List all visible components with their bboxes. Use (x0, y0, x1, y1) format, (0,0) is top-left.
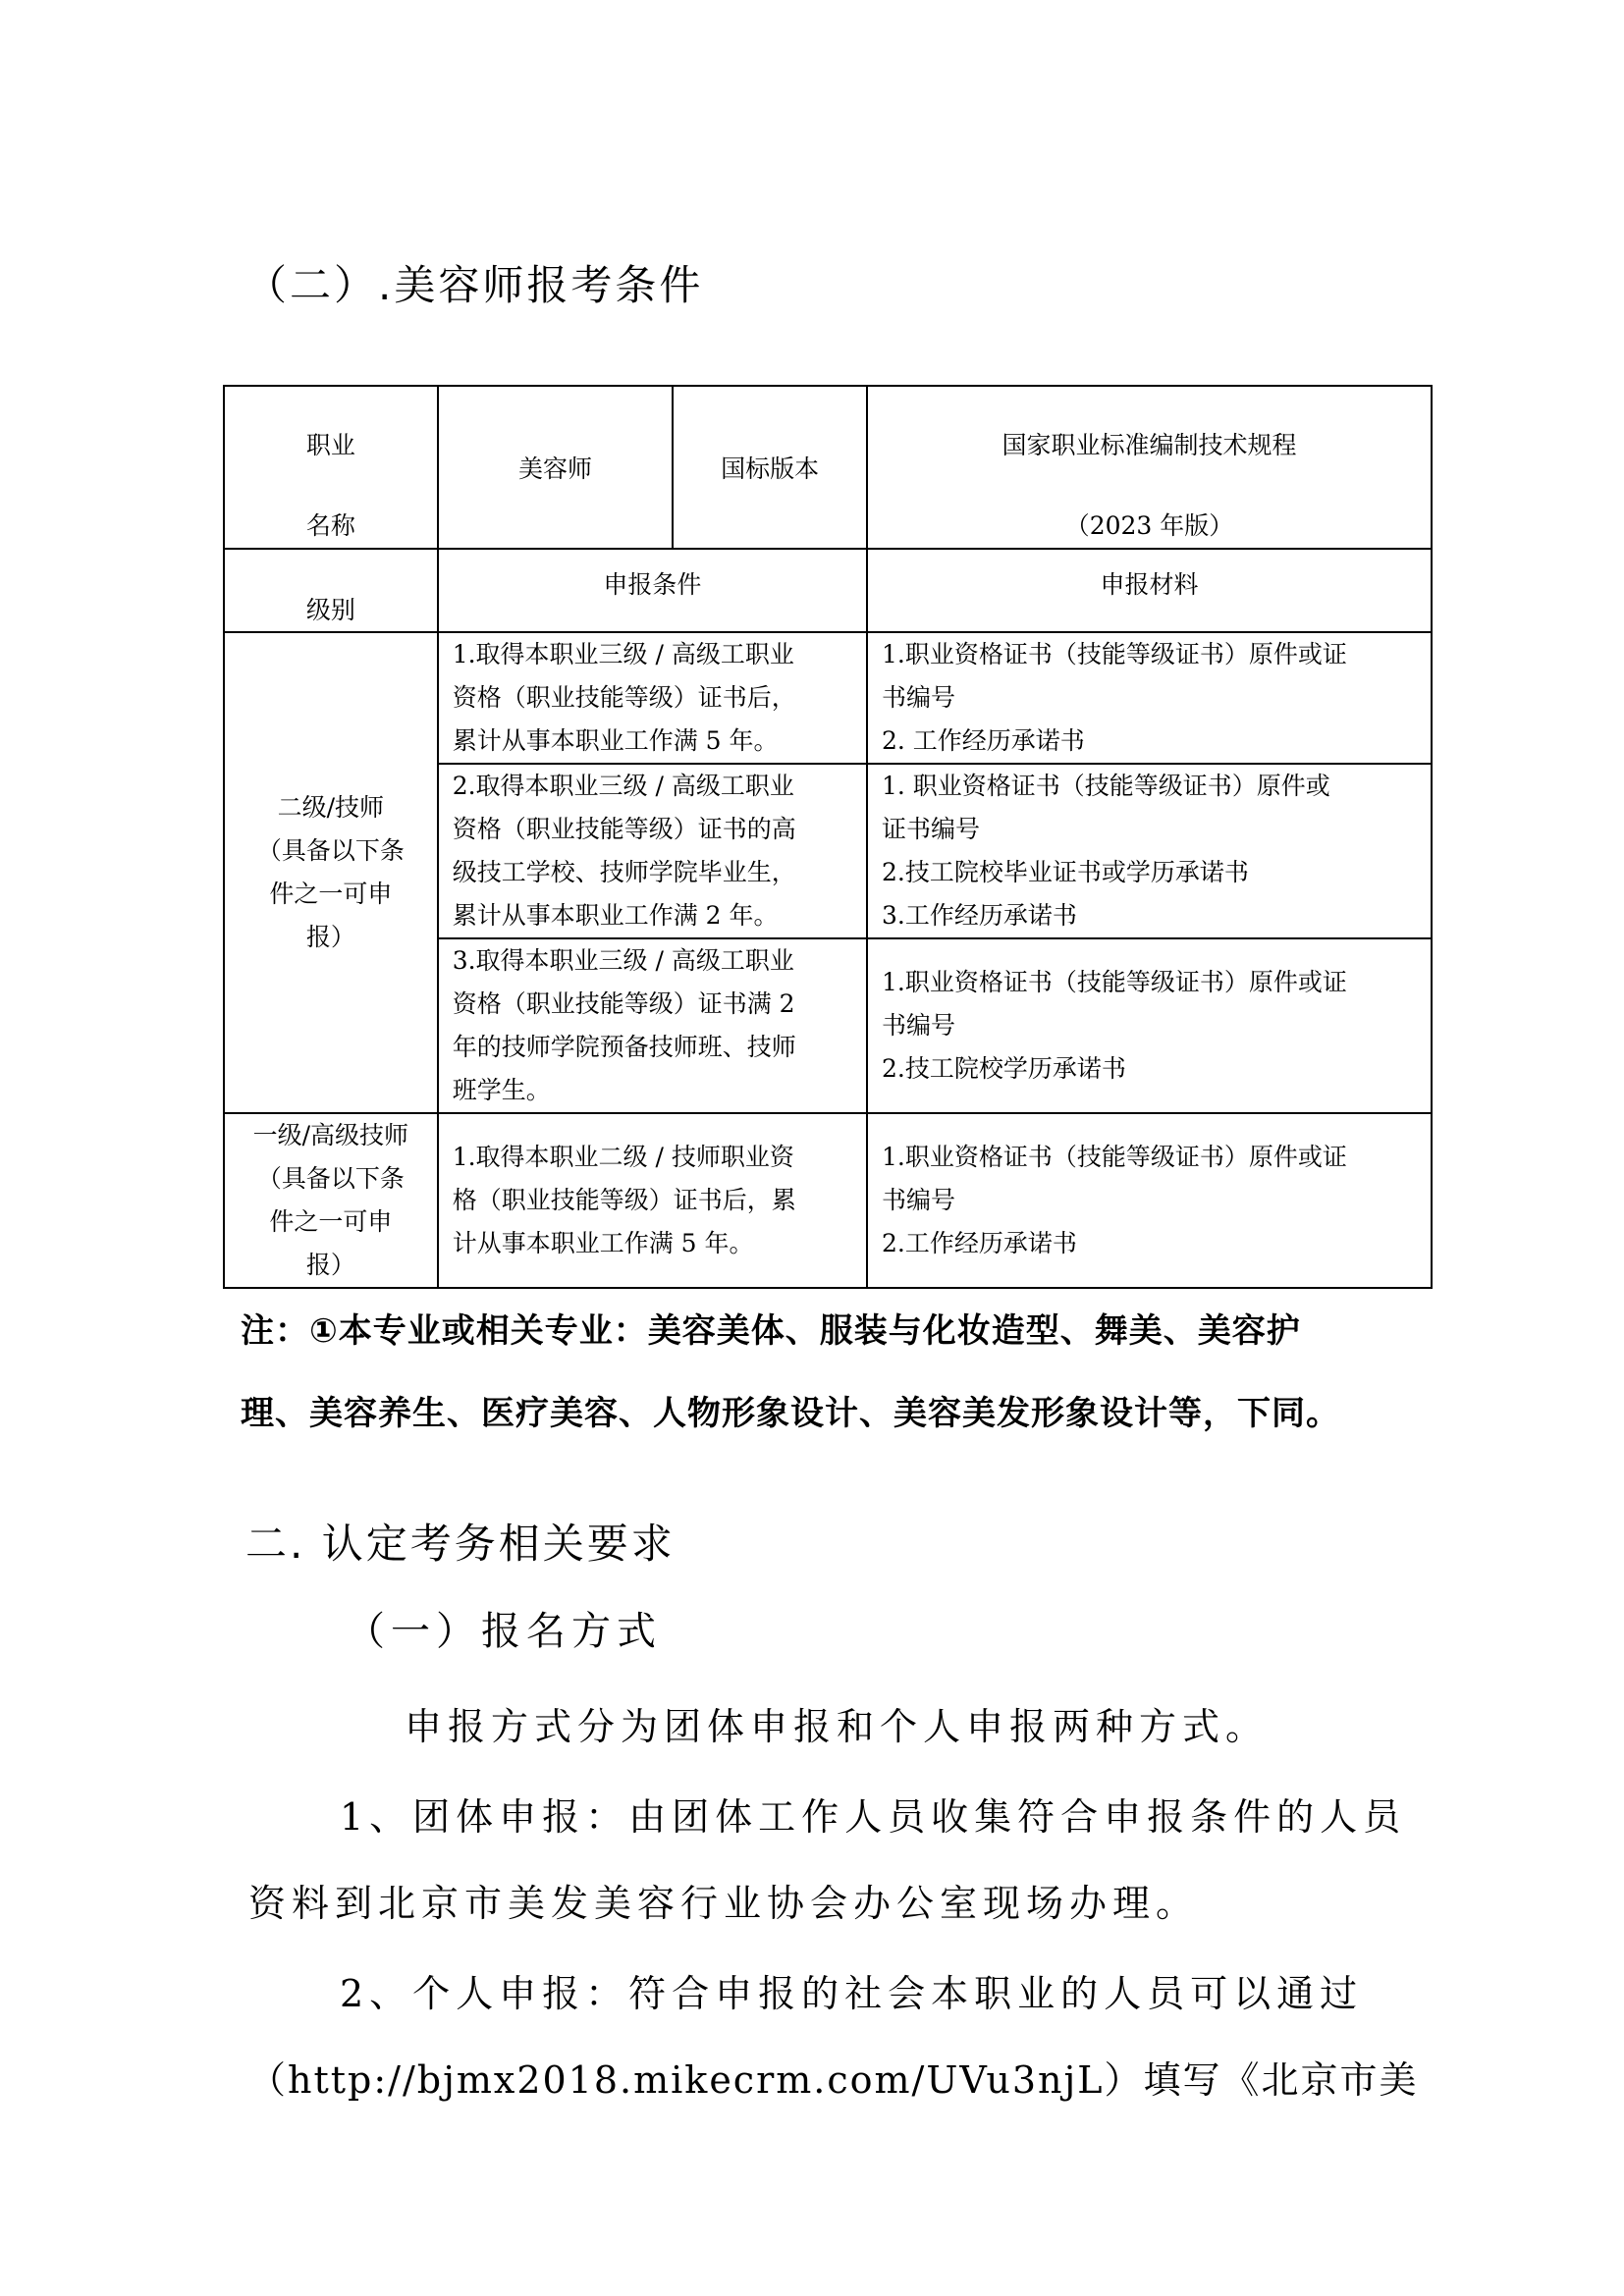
material-cell (867, 764, 1432, 938)
standard-cell (867, 386, 1432, 549)
conditions-header: 申报条件 (603, 570, 702, 599)
material-line: 书编号 (882, 1186, 956, 1214)
paragraph-line: 1、团体申报：由团体工作人员收集符合申报条件的人员 (340, 1795, 1407, 1839)
condition-line: 年的技师学院预备技师班、技师 (452, 1033, 796, 1061)
paragraph-line: 申报方式分为团体申报和个人申报两种方式。 (405, 1705, 1270, 1748)
section-title: 二. 认定考务相关要求 (245, 1520, 676, 1568)
occupation-label-line2: 名称 (305, 511, 355, 540)
occupation-name: 美容师 (438, 386, 674, 549)
level2-line: （具备以下条 (256, 836, 405, 865)
version-label: 国标版本 (673, 386, 867, 549)
condition-line: 3.取得本职业三级 / 高级工职业 (452, 946, 794, 975)
material-line: 2.技工院校毕业证书或学历承诺书 (882, 858, 1249, 886)
condition-cell (438, 1113, 867, 1288)
condition-line: 班学生。 (452, 1076, 551, 1104)
material-line: 书编号 (882, 683, 956, 712)
condition-cell (438, 632, 867, 764)
condition-line: 计从事本职业工作满 5 年。 (452, 1229, 754, 1257)
paragraph-line: 资料到北京市美发美容行业协会办公室现场办理。 (248, 1882, 1200, 1925)
condition-line: 资格（职业技能等级）证书后， (452, 683, 796, 712)
level2-line: 二级/技师 (277, 793, 385, 822)
standard-line1: 国家职业标准编制技术规程 (1001, 431, 1297, 459)
condition-line: 累计从事本职业工作满 5 年。 (452, 726, 779, 755)
materials-header-cell (867, 549, 1432, 632)
condition-cell (438, 764, 867, 938)
registration-method-title: （一）报名方式 (346, 1609, 662, 1654)
material-cell (867, 1113, 1432, 1288)
level2-line: 件之一可申 (269, 880, 393, 908)
condition-line: 2.取得本职业三级 / 高级工职业 (452, 772, 794, 800)
level1-line: （具备以下条 (256, 1164, 405, 1193)
material-line: 书编号 (882, 1011, 956, 1040)
level2-cell (224, 632, 438, 1113)
condition-line: 1.取得本职业三级 / 高级工职业 (452, 640, 794, 668)
material-line: 2.工作经历承诺书 (882, 1229, 1077, 1257)
condition-line: 累计从事本职业工作满 2 年。 (452, 901, 779, 930)
condition-line: 级技工学校、技师学院毕业生， (452, 858, 796, 886)
condition-line: 资格（职业技能等级）证书满 2 (452, 989, 795, 1018)
material-line: 1.职业资格证书（技能等级证书）原件或证 (882, 968, 1347, 996)
paragraph-line: 2、个人申报：符合申报的社会本职业的人员可以通过 (340, 1972, 1364, 2015)
materials-header: 申报材料 (1100, 570, 1199, 599)
material-line: 3.工作经历承诺书 (882, 901, 1077, 930)
condition-cell (438, 938, 867, 1113)
material-line: 2.技工院校学历承诺书 (882, 1054, 1126, 1083)
material-line: 1. 职业资格证书（技能等级证书）原件或 (882, 772, 1330, 800)
condition-line: 资格（职业技能等级）证书的高 (452, 815, 796, 843)
level2-line: 报） (305, 923, 355, 951)
paragraph-line: （http://bjmx2018.mikecrm.com/UVu3njL）填写《北京市美 (248, 2058, 1419, 2102)
material-line: 证书编号 (882, 815, 981, 843)
note-line: 理、美容养生、医疗美容、人物形象设计、美容美发形象设计等，下同。 (241, 1394, 1340, 1433)
conditions-header-cell (438, 549, 867, 632)
level1-line: 报） (305, 1251, 355, 1279)
requirements-table (223, 385, 1433, 1289)
standard-line2: （2023 年版） (1064, 511, 1234, 540)
occupation-label-line1: 职业 (305, 431, 355, 459)
material-line: 2. 工作经历承诺书 (882, 726, 1085, 755)
material-line: 1.职业资格证书（技能等级证书）原件或证 (882, 640, 1347, 668)
level-label-cell (224, 549, 438, 632)
subsection-heading: （二）.美容师报考条件 (245, 261, 704, 309)
level1-line: 件之一可申 (269, 1207, 393, 1236)
level1-cell (224, 1113, 438, 1288)
condition-line: 格（职业技能等级）证书后，累 (452, 1186, 796, 1214)
note-line: 注：①本专业或相关专业：美容美体、服装与化妆造型、舞美、美容护 (241, 1311, 1301, 1351)
material-cell (867, 632, 1432, 764)
condition-line: 1.取得本职业二级 / 技师职业资 (452, 1143, 794, 1171)
occupation-label-cell (224, 386, 438, 549)
level1-line: 一级/高级技师 (252, 1121, 409, 1149)
material-cell (867, 938, 1432, 1113)
material-line: 1.职业资格证书（技能等级证书）原件或证 (882, 1143, 1347, 1171)
level-label: 级别 (305, 596, 355, 624)
